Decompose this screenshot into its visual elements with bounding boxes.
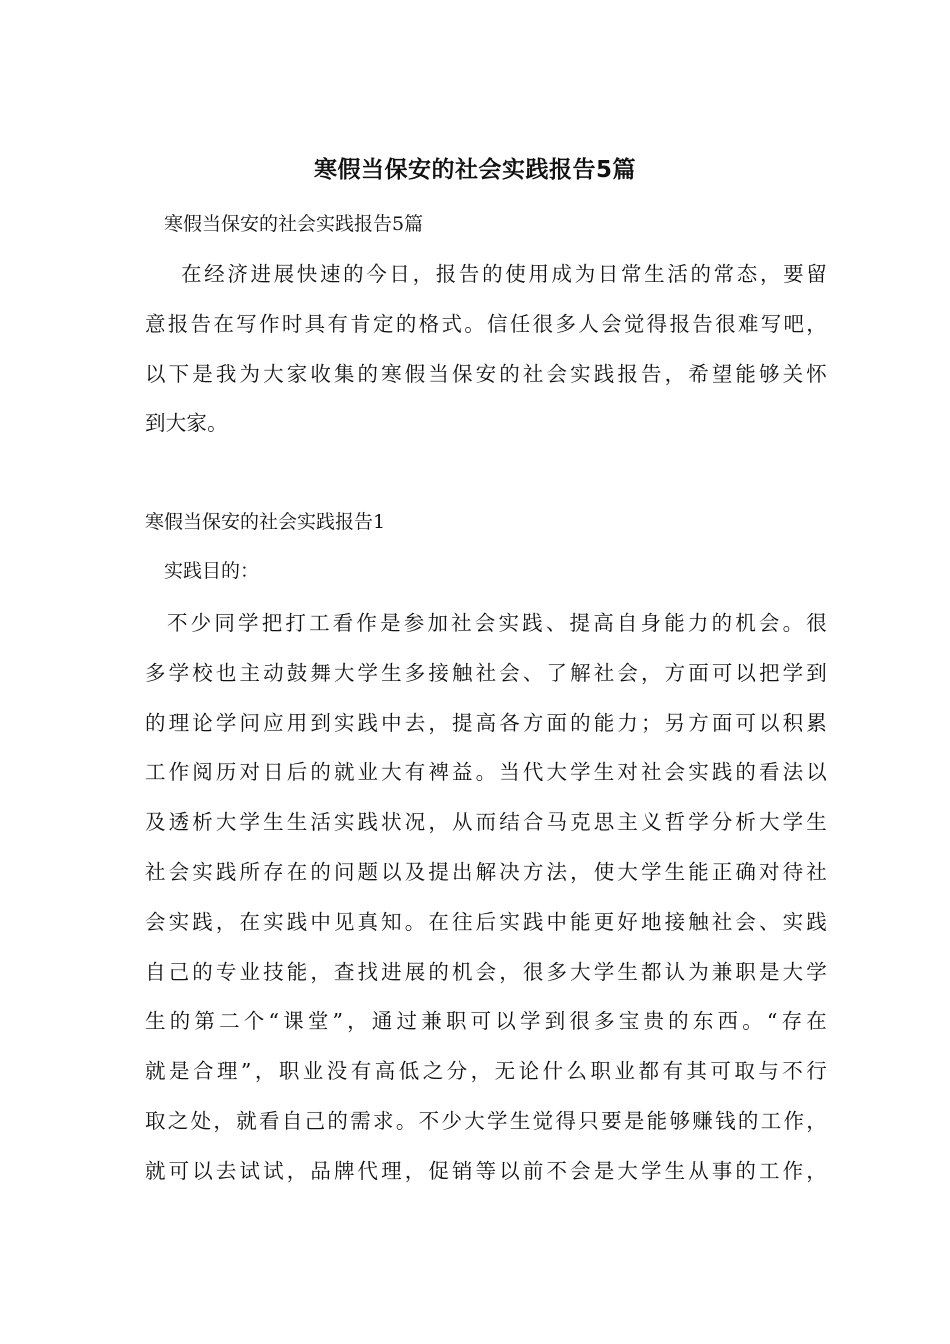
- document-title: 寒假当保安的社会实践报告5篇: [313, 157, 636, 183]
- intro-line: 意报告在写作时具有肯定的格式。信任很多人会觉得报告很难写吧，: [145, 311, 827, 336]
- document-subtitle: 寒假当保安的社会实践报告5篇: [164, 213, 424, 235]
- body-line: 及透析大学生生活实践状况，从而结合马克思主义哲学分析大学生: [145, 810, 827, 835]
- body-line: 多学校也主动鼓舞大学生多接触社会、了解社会，方面可以把学到: [145, 660, 827, 685]
- body-paragraph: [145, 599, 827, 1197]
- body-line: 社会实践所存在的问题以及提出解决方法，使大学生能正确对待社: [145, 859, 827, 884]
- section-heading: 寒假当保安的社会实践报告1: [145, 511, 386, 533]
- body-line: 不少同学把打工看作是参加社会实践、提高自身能力的机会。很: [167, 611, 827, 635]
- intro-line: 以下是我为大家收集的寒假当保安的社会实践报告，希望能够关怀: [145, 361, 827, 386]
- intro-paragraph: [145, 250, 827, 449]
- body-line: 就可以去试试，品牌代理，促销等以前不会是大学生从事的工作，: [145, 1158, 827, 1183]
- intro-line: 在经济进展快速的今日，报告的使用成为日常生活的常态，要留: [181, 262, 827, 286]
- body-line: 生的第二个“课堂”，通过兼职可以学到很多宝贵的东西。“存在: [145, 1009, 827, 1034]
- body-line: 工作阅历对日后的就业大有裨益。当代大学生对社会实践的看法以: [145, 760, 827, 785]
- body-line: 自己的专业技能，查找进展的机会，很多大学生都认为兼职是大学: [145, 959, 827, 984]
- body-line: 会实践，在实践中见真知。在往后实践中能更好地接触社会、实践: [145, 909, 827, 934]
- body-line: 的理论学问应用到实践中去，提高各方面的能力；另方面可以积累: [145, 710, 827, 735]
- body-line: 取之处，就看自己的需求。不少大学生觉得只要是能够赚钱的工作，: [145, 1108, 827, 1133]
- intro-line: 到大家。: [145, 411, 228, 436]
- body-line: 就是合理”，职业没有高低之分，无论什么职业都有其可取与不行: [145, 1059, 827, 1084]
- subheading: 实践目的：: [164, 560, 260, 582]
